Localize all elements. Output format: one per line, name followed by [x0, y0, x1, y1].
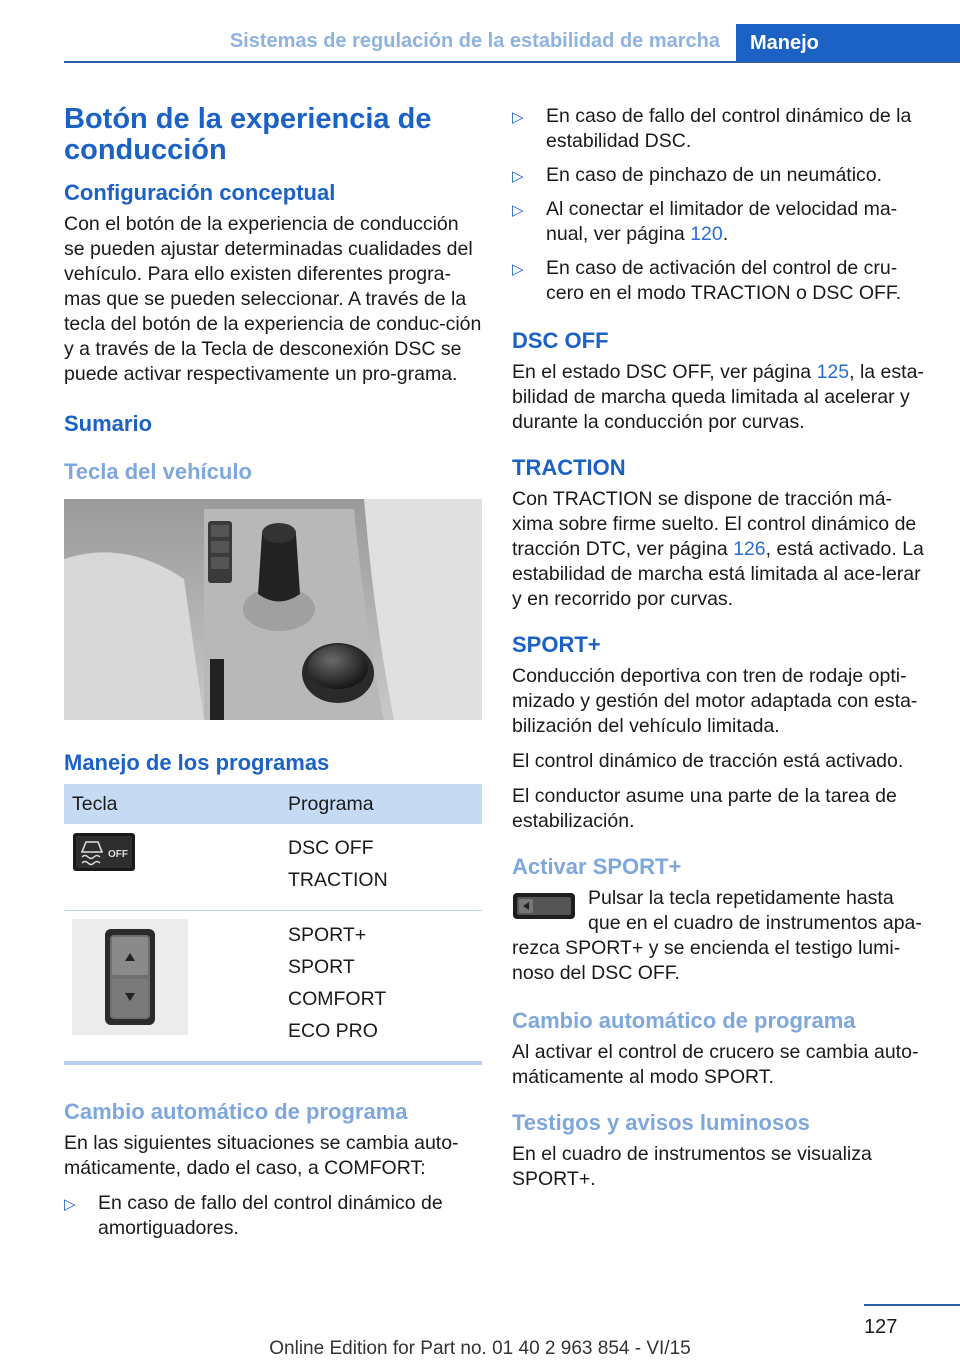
left-column — [64, 100, 482, 1263]
auto-change-list-continued — [512, 104, 930, 306]
page-title: Botón de la experiencia de conducción — [64, 103, 432, 166]
col-key-header: Tecla — [64, 784, 280, 824]
concept-heading: Configuración conceptual — [64, 180, 336, 205]
triangle-right-icon: ▷ — [512, 261, 524, 278]
svg-text:OFF: OFF — [108, 849, 128, 860]
vehicle-key-heading: Tecla del vehículo — [64, 459, 252, 484]
program-eco-pro: ECO PRO — [288, 1020, 378, 1042]
center-console-photo — [64, 499, 482, 720]
list-item-text: En caso de pinchazo de un neumático. — [546, 164, 883, 186]
program-sport-plus: SPORT+ — [288, 924, 367, 946]
footer-edition: Online Edition for Part no. 01 40 2 963 854 - VI/15 — [269, 1338, 691, 1359]
list-item-text: En caso de activación del control de cru-cero en el modo TRACTION o DSC OFF. — [546, 257, 902, 304]
dsc-off-button-icon — [72, 832, 136, 872]
programs-table — [64, 784, 482, 1065]
traction-text: Con TRACTION se dispone de tracción má-xima sobre firme suelto. El control dinámico de tracción DTC, ver página 126, está activado. La estabilidad de marcha está limitada al ace-lerar y en recorrido por curvas. — [512, 488, 924, 610]
auto-change-text: En las siguientes situaciones se cambia auto-máticamente, dado el caso, a COMFORT: — [64, 1132, 459, 1179]
program-comfort: COMFORT — [288, 988, 387, 1010]
triangle-right-icon: ▷ — [64, 1196, 76, 1213]
triangle-right-icon: ▷ — [512, 109, 524, 126]
page-link-120[interactable]: 120 — [690, 223, 723, 245]
header-tab: Manejo — [736, 24, 960, 62]
page-header — [0, 0, 960, 62]
list-item — [512, 104, 930, 154]
page-link-125[interactable]: 125 — [816, 361, 850, 383]
program-dsc-off: DSC OFF — [288, 837, 374, 859]
list-item — [512, 163, 930, 188]
header-section-title: Sistemas de regulación de la estabilidad de marcha — [229, 30, 720, 52]
page-link-126[interactable]: 126 — [733, 538, 766, 560]
programs-heading: Manejo de los programas — [64, 750, 330, 775]
auto-change-list — [64, 1191, 482, 1241]
list-item — [64, 1191, 482, 1241]
triangle-right-icon: ▷ — [512, 202, 524, 219]
list-item-text: En caso de fallo del control dinámico de la estabilidad DSC. — [546, 105, 912, 152]
list-item — [512, 256, 930, 306]
program-traction: TRACTION — [288, 869, 388, 891]
concept-text: Con el botón de la experiencia de conducción se pueden ajustar determinadas cualidades del vehículo. Para ello existen diferentes progra-mas que se pueden seleccionar. A través de la tecla del botón de la experiencia de conduc-ción y a través de la Tecla de desconexión DSC se puede activar respectivamente un pro-grama. — [64, 213, 482, 385]
list-item-text: Al conectar el limitador de velocidad ma-nual, ver página — [546, 198, 898, 245]
mode-rocker-switch-icon — [72, 919, 188, 1035]
warning-lights-heading: Testigos y avisos luminosos — [512, 1110, 810, 1135]
program-sport: SPORT — [288, 956, 355, 978]
page-number: 127 — [864, 1316, 898, 1338]
list-item-text: En caso de fallo del control dinámico de amortiguadores. — [98, 1192, 443, 1239]
header-rule — [64, 61, 960, 63]
sport-plus-heading: SPORT+ — [512, 632, 601, 657]
table-header-row — [64, 784, 482, 824]
sport-plus-text-3: El conductor asume una parte de la tarea de estabilización. — [512, 785, 897, 832]
footer-rule — [864, 1304, 960, 1306]
right-column — [512, 100, 930, 1202]
activate-sport-plus-text: Pulsar la tecla repetidamente hasta que en el cuadro de instrumentos apa-rezca SPORT+ y se encienda el testigo lumi-noso del DSC OFF. — [512, 887, 922, 984]
col-program-header: Programa — [280, 784, 482, 824]
warning-lights-text: En el cuadro de instrumentos se visualiza SPORT+. — [512, 1143, 872, 1190]
list-item: ▷ Al conectar el limitador de velocidad ma-nual, ver página 120. — [512, 198, 898, 245]
activate-sport-plus-heading: Activar SPORT+ — [512, 854, 682, 879]
auto-program-change-heading: Cambio automático de programa — [512, 1008, 856, 1033]
auto-change-heading: Cambio automático de programa — [64, 1099, 408, 1124]
mode-switch-inline-icon — [512, 890, 576, 922]
dsc-off-text: En el estado DSC OFF, ver página 125, la esta-bilidad de marcha queda limitada al acelerar y durante la conducción por curvas. — [512, 361, 924, 433]
table-row — [64, 824, 482, 911]
sport-plus-text-2: El control dinámico de tracción está activado. — [512, 750, 904, 772]
summary-heading: Sumario — [64, 411, 153, 436]
table-row — [64, 911, 482, 1064]
triangle-right-icon: ▷ — [512, 168, 524, 185]
sport-plus-text-1: Conducción deportiva con tren de rodaje opti-mizado y gestión del motor adaptada con esta-bilización del vehículo limitada. — [512, 665, 918, 737]
auto-program-change-text: Al activar el control de crucero se cambia auto-máticamente al modo SPORT. — [512, 1041, 919, 1088]
dsc-off-heading: DSC OFF — [512, 328, 609, 353]
traction-heading: TRACTION — [512, 455, 626, 480]
